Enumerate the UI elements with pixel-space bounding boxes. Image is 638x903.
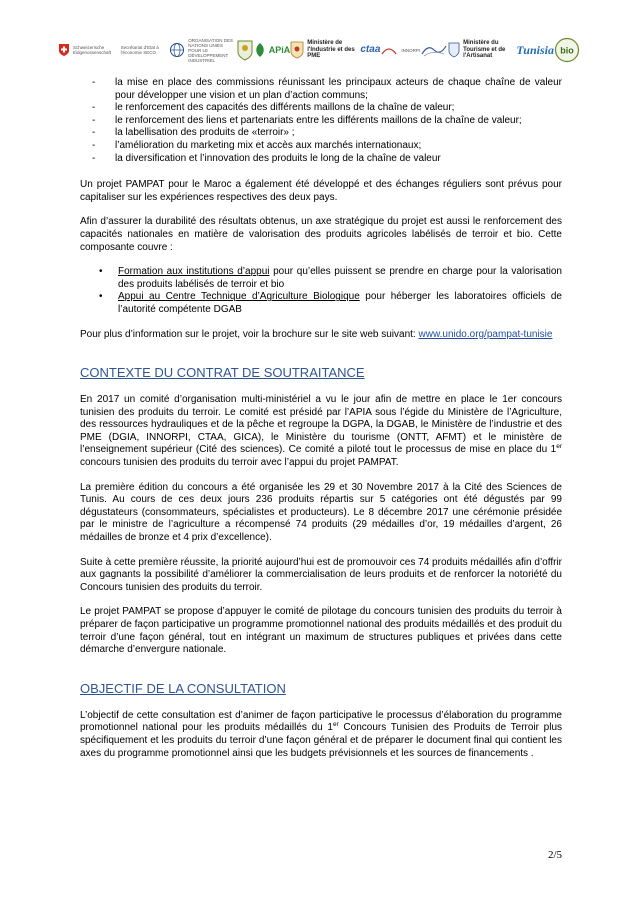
document-body (80, 77, 562, 772)
paragraph-contexte-2: La première édition du concours a été organisée les 29 et 30 Novembre 2017 à la Cité des Sciences de Tunis. Au cours de ces deux jours 236 produits répartis sur 5 catégories ont été dégustés par 99 dégustateurs (consommateurs, spécialistes et producteurs). Le 8 décembre 2017 une cérémonie présidée par le ministre de l’agriculture a récompensé 74 produits (29 médailles d’or, 19 médailles d’argent, 26 médailles de bronze et 4 prix d’excellence). (80, 481, 562, 544)
emblem-icon (236, 39, 254, 61)
paragraph-info (80, 329, 562, 342)
paragraph-contexte-3: Suite à cette première réussite, la priorité aujourd’hui est de promouvoir ces 74 produits médaillés afin d’offrir aux gagnants la possibilité d’améliorer la commercialisation de leurs produits et de renforcer la notoriété du Concours tunisien des produits du terroir. (80, 556, 562, 593)
innorpi-mark-icon (380, 44, 398, 56)
swirl-emblem-icon (420, 42, 448, 58)
list-item: - la mise en place des commissions réunissant les principaux acteurs de chaque chaîne de valeur pour développer une vision et un plan d’action communs; (80, 77, 562, 102)
list-item-underlined: Appui au Centre Technique d’Agriculture Biologique (118, 291, 360, 303)
logo-apia (254, 42, 291, 58)
list-item: - le renforcement des liens et partenariats entre les différents maillons de la chaîne de valeur; (80, 115, 562, 128)
logo-seco (121, 45, 170, 55)
info-text: Pour plus d’information sur le projet, voir la brochure sur le site web suivant: (80, 328, 416, 340)
swiss-shield-icon (58, 43, 70, 57)
header-logo-bar (58, 34, 580, 66)
paragraph-pampat-maroc: Un projet PAMPAT pour le Maroc a également été développé et des échanges réguliers sont prévus pour capitaliser sur les expériences respectives des deux pays. (80, 179, 562, 203)
paragraph-durabilite: Afin d’assurer la durabilité des résultats obtenus, un axe stratégique du projet est aussi le renforcement des capacités nationales en matière de valorisation des produits agricoles labélisés de terroir et bio. Cette composante couvre : (80, 216, 562, 253)
logo-ministere-industrie (290, 40, 360, 60)
list-item: - la labellisation des produits de «terroir» ; (80, 127, 562, 140)
bio-label-icon (554, 37, 580, 63)
capacity-building-list (80, 266, 562, 316)
ministry-emblem-icon (290, 41, 304, 59)
leaf-icon (254, 42, 266, 58)
paragraph-contexte-1: En 2017 un comité d’organisation multi-ministériel a vu le jour afin de mettre en place le 1er concours tunisien des produits du terroir. Le comité est présidé par l’APIA sous l’égide du Ministère de l’Agriculture, des ressources hydrauliques et de la pêche et regroupe la DGPA, la DGAB, le Ministère de l’industrie et des PME (DGIA, INNORPI, CTAA, GICA), le Ministère du tourisme (ONTT, AFMT) et le ministère de l’enseignement supérieur (Cité des sciences). Ce comité a piloté tout le processus de mise en place du 1er concours tunisien des produits du terroir avec l’appui du projet PAMPAT. (80, 394, 562, 469)
section-title-objectif: OBJECTIF DE LA CONSULTATION (80, 680, 286, 696)
logo-tunisia (516, 42, 554, 57)
list-item-text: pour qu’elles puissent se prendre en charge pour la valorisation des produits labélisés de terroir et bio (118, 266, 562, 290)
list-item-text: pour héberger les laboratoires officiels de l’autorité compétente DGAB (118, 291, 562, 315)
logo-industrie-text: Ministère de l'Industrie et des PME (307, 40, 355, 60)
logo-seco-text: Secrétariat d'Etat à l'économie SECO (120, 45, 159, 55)
value-chain-list (80, 77, 562, 165)
list-item: - le renforcement des capacités des différents maillons de la chaîne de valeur; (80, 102, 562, 115)
list-item-underlined: Formation aux institutions d’appui (118, 266, 270, 278)
logo-apia-emblem (236, 39, 254, 61)
tourism-emblem-icon (448, 42, 460, 58)
logo-tourisme-text: Ministère du Tourisme et de l'Artisanat (463, 40, 506, 60)
page-number: 2/5 (547, 849, 562, 861)
unido-link[interactable]: www.unido.org/pampat-tunisie (418, 328, 553, 340)
logo-innorpi (380, 44, 420, 56)
logo-ctaa (360, 43, 381, 55)
list-item: - la diversification et l’innovation des produits le long de la chaîne de valeur (80, 153, 562, 166)
logo-emblem-2 (420, 42, 448, 58)
section-title-contexte: CONTEXTE DU CONTRAT DE SOUTRAITANCE (80, 365, 365, 381)
list-item: - l’amélioration du marketing mix et accès aux marchés internationaux; (80, 140, 562, 153)
logo-innorpi-text: INNORPI (401, 47, 421, 53)
logo-swiss-confederation (58, 43, 121, 57)
unido-globe-icon (169, 42, 185, 58)
logo-ministere-tourisme (448, 40, 516, 60)
logo-unido-text: ORGANISATION DES NATIONS UNIES POUR LE DÉVELOPPEMENT INDUSTRIEL (188, 37, 233, 63)
logo-bio (554, 37, 580, 63)
list-item (80, 291, 562, 316)
logo-unido (169, 38, 235, 63)
logo-swiss-text: Schweizerische Eidgenossenschaft (73, 45, 112, 55)
logo-ctaa-text: ctaa (360, 43, 381, 55)
paragraph-objectif: L’objectif de cette consultation est d’animer de façon participative le processus d’élaboration du programme promotionnel national pour les produits médaillés du 1er Concours Tunisien des Produits de Terroir plus spécifiquement et les produits du terroir d’une façon général et de préparer le document final qui contient les axes du programme promotionnel ainsi que les budgets prévisionnels et les sources de financements . (80, 709, 563, 759)
logo-tunisia-text: Tunisia (516, 42, 554, 57)
list-item (80, 266, 562, 291)
bio-label-text: bio (560, 45, 574, 56)
paragraph-contexte-4: Le projet PAMPAT se propose d’appuyer le comité de pilotage du concours tunisien des produits du terroir à préparer de façon participative un programme promotionnel national des produits médaillés et des produit du terroir d’une façon général, tout en intégrant un maximum de structures publiques et privées dans cette démarche d’envergure nationale. (80, 606, 562, 656)
logo-apia-text: APiA (268, 44, 291, 55)
